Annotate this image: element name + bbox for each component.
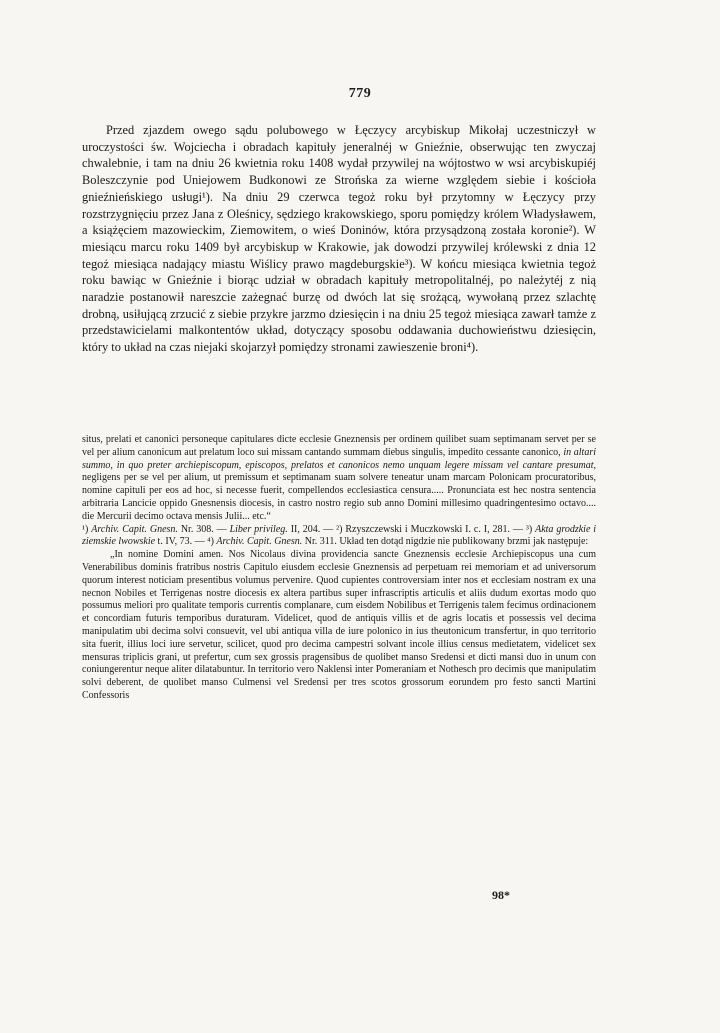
footnote-1-marker: ¹) bbox=[82, 523, 89, 535]
footnote-citations bbox=[82, 524, 596, 550]
footnote-4-marker: ⁴) bbox=[207, 536, 214, 548]
footnote-3-text: t. IV, 73. — bbox=[157, 536, 205, 548]
footnote-2-text: Rzyszczewski i Muczkowski I. c. I, 281. — bbox=[345, 523, 523, 535]
footnote-1-source: Archiv. Capit. Gnesn. bbox=[91, 523, 178, 535]
footnotes-block bbox=[82, 434, 596, 703]
quoted-document: „In nomine Domini amen. Nos Nicolaus divina providencia sancte Gneznensis ecclesie Archiepiscopus una cum Venerabilibus dominis fratribus nostris Capitulo eiusdem ecclesie Gneznensis ad perpetuam rei memoriam et ad universorum quorum interest noticiam presentibus volumus pervenire. Quod cupientes controversiam inter nos et ecclesiam nostram ex una necnon Nobiles et Terrigenas nostre diocesis ex altera partibus super infrascriptis articulis et aliis dudum exortas modo quo possumus meliori pro qualitate temporis currentis complanare, cum eisdem Nobilibus et Terrigenis talem fecimus ordinacionem et concordiam futuris temporibus duraturam. Videlicet, quod de antiquis villis et de agris locatis et possessis vel decima manipulatim ubi decima solvi consuevit, vel ubi antiqua villa de iure polonico in ius theutonicum transfertur, in quo territorio sita fuerit, illius loci iure servetur, scilicet, quod pro decima campestri solvant incole illius census medietatem, videlicet sex mensuras triplicis grani, ut prefertur, cum sex grossis pragensibus de quolibet manso Sredensi et dicti mansi duo in unum con coniungerentur neque aliter dilatabuntur. In territorio vero Naklensi inter Pomeraniam et Nothesch pro decimis que manipulatim solvi deberent, de quolibet manso Culmensi vel Sredensi per tres scotos grossorum eorundem pro festo sancti Martini Confessoris bbox=[82, 549, 596, 701]
footnote-continuation-italic: in altari summo, in quo preter archiepiscopum, episcopos, prelatos et canonicos nemo unquam legere missam vel cantare presumat, bbox=[82, 446, 597, 471]
page-number: 779 bbox=[348, 86, 372, 101]
footnote-continuation-text-a: situs, prelati et canonici personeque capitulares dicte ecclesie Gneznensis per ordinem quilibet suam septimanam servet per se vel per alium canonicum aut prelatum loco sui missam cantando summam diebus singulis, impedito cessante canonico, bbox=[82, 434, 596, 458]
signature-mark: 98* bbox=[492, 888, 510, 902]
footnote-1-source-2: Liber privileg. bbox=[229, 523, 288, 535]
footnote-continuation-text-b: negligens per se vel per alium, ut premissum et septimanam suam solvere teneatur unam marcam Polonicam procuratoribus, nomine capituli per eos ad hoc, si necesse fuerit, compellendos ecclesiastica censura..... Pronunciata est hec nostra sentencia arbitraria Lancicie oppido Gnesnensis diocesis, in castro nostro regio sub anno Domini millesimo quadringentesimo octavo.... die Mercurii decimo octava mensis Julii... etc.“ bbox=[82, 472, 596, 522]
footnote-3-source: Akta grodzkie i ziemskie lwowskie bbox=[82, 523, 597, 548]
footnote-4-source: Archiv. Capit. Gnesn. bbox=[216, 536, 303, 548]
footnote-continuation bbox=[82, 434, 596, 524]
footnote-1-text: Nr. 308. — bbox=[180, 523, 227, 535]
footnote-4-text: Nr. 311. Układ ten dotąd nigdzie nie publikowany brzmi jak następuje: bbox=[304, 536, 589, 548]
footnote-2-marker: ²) bbox=[336, 523, 343, 535]
footnote-1-text-2: II, 204. — bbox=[290, 523, 334, 535]
main-paragraph: Przed zjazdem owego sądu polubowego w Łęczycy arcybiskup Mikołaj uczestniczył w uroczystości św. Wojciecha i obradach kapituły jeneralnéj w Gnieźnie, obserwując ten zwyczaj chwalebnie, i tam na dniu 26 kwietnia roku 1408 wydał przywilej na wójtostwo w wsi arcybiskupiéj Boleszczynie pod Uniejowem Budkonowi ze Strońska za wierne względem siebie i kościoła gnieźnieńskiego usługi¹). Na dniu 29 czerwca tegoż roku był przytomny w Łęczycy przy rozstrzygnięciu przez Jana z Oleśnicy, sędziego krakowskiego, sporu pomiędzy królem Władysławem, a książęciem mazowieckim, Ziemowitem, o wieś Doninów, która przysądzoną została koronie²). W miesiącu marcu roku 1409 był arcybiskup w Krakowie, jak dowodzi przywilej królewski z dnia 12 tegoż miesiąca nadający miastu Wiślicy prawo magdeburgskie³). W końcu miesiąca kwietnia tegoż roku bawiąc w Gnieźnie i biorąc udział w obradach kapituły metropolitalnéj, po należytéj z nią naradzie postanowił nareszcie zażegnać burzę od dwóch lat się srożącą, wywołaną przez szlachtę drobną, usiłującą zrzucić z siebie przykre jarzmo dziesięcin i na dniu 25 tegoż miesiąca zawarł tamże z przedstawicielami malkontentów układ, dotyczący sposobu oddawania duchowieństwu dziesięcin, który to układ na czas niejaki skojarzył pomiędzy stronami zawieszenie broni⁴). bbox=[82, 123, 596, 355]
footnote-3-marker: ³) bbox=[525, 523, 533, 535]
